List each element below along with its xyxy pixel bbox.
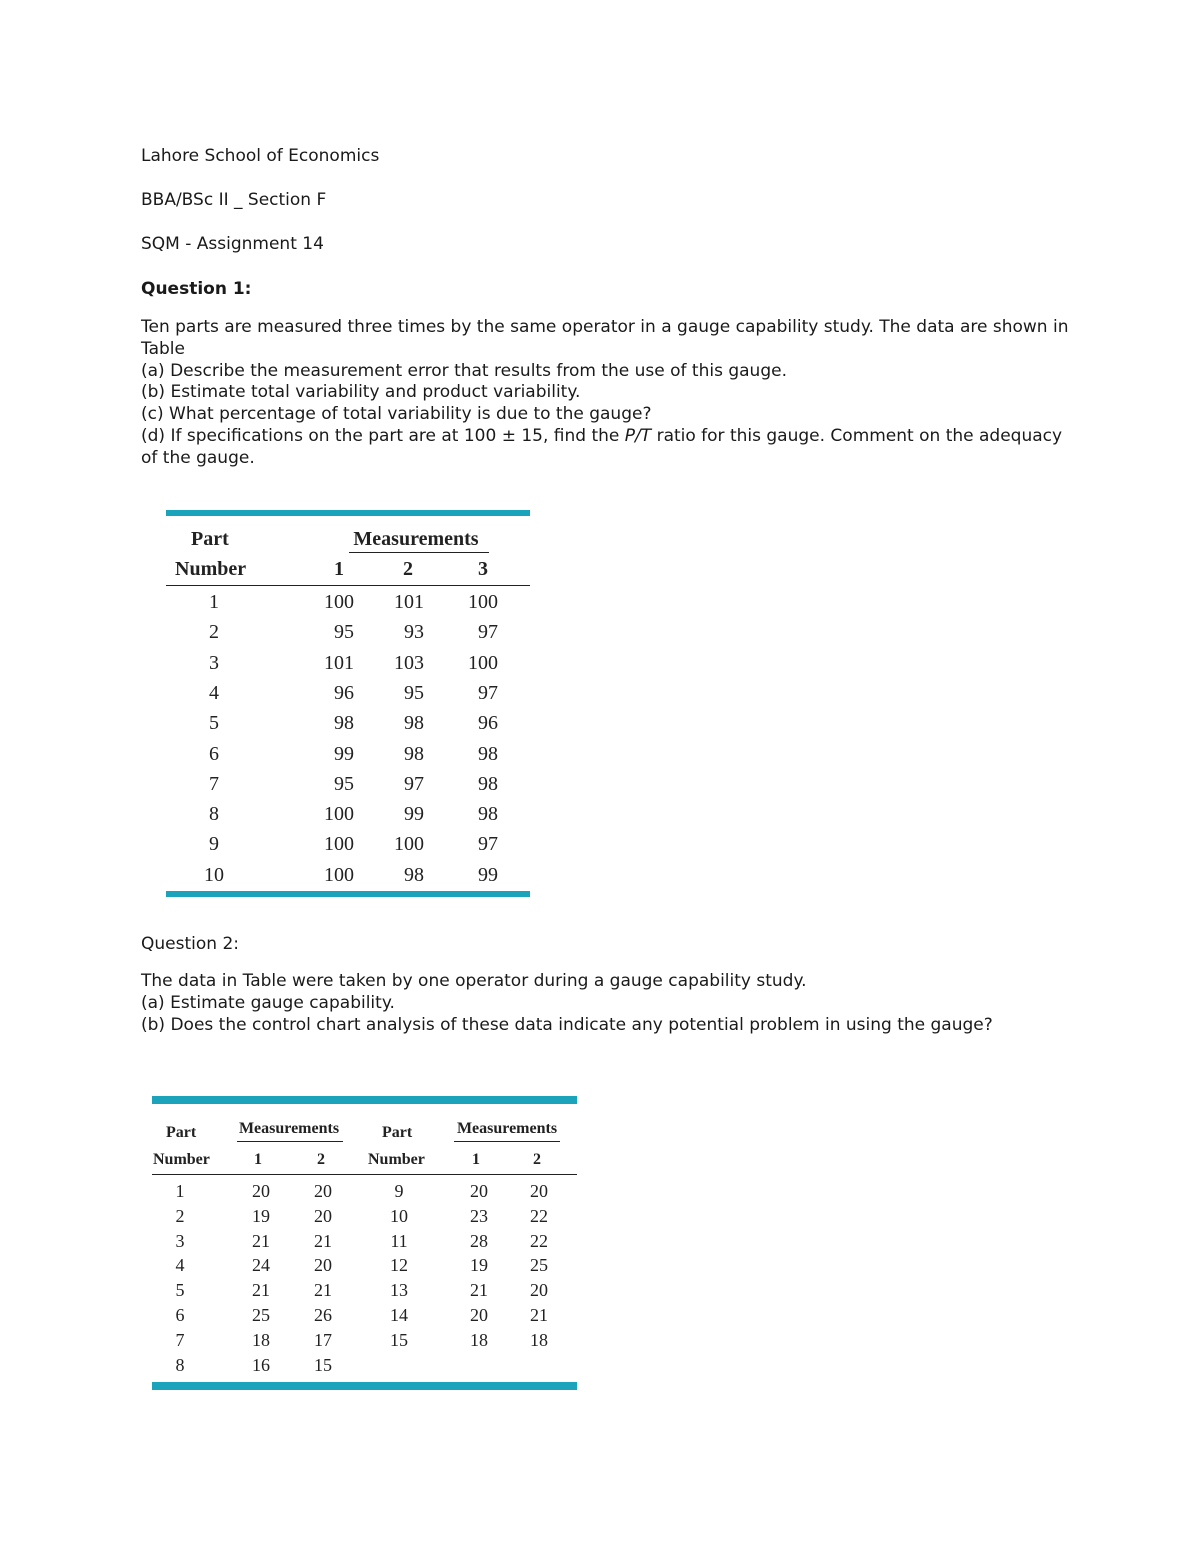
table-2-measurement-cell: 21	[314, 1280, 332, 1301]
table-2-measurement-cell: 18	[252, 1329, 270, 1350]
table-2-part-number-cell: 11	[390, 1230, 408, 1251]
question-1-intro: Ten parts are measured three times by the same operator in a gauge capability study. The data are shown in Table	[141, 317, 1069, 359]
table-1-measurement-cell: 100	[324, 863, 354, 886]
table-1-measurement-cell: 97	[404, 772, 424, 795]
question-1-text	[141, 317, 1081, 470]
table-1-part-number-cell: 4	[209, 681, 219, 704]
table-1-measurement-cell: 100	[324, 591, 354, 613]
table-1-measurement-cell: 95	[334, 772, 354, 795]
table-1-measurement-cell: 97	[478, 681, 498, 704]
table-1-measurement-cell: 100	[468, 651, 498, 674]
part-d-prefix: (d) If specifications on the part are at 100 ± 15, find the	[141, 425, 625, 446]
question-1-part-c: (c) What percentage of total variability is due to the gauge?	[141, 404, 652, 425]
table-1-measurement-cell: 103	[394, 651, 424, 674]
table-2-measurement-cell: 19	[470, 1255, 488, 1276]
table-1-measurement-cell: 100	[324, 833, 354, 856]
question-2-part-a: (a) Estimate gauge capability.	[141, 992, 395, 1013]
table-1-part-number-cell: 5	[209, 712, 219, 735]
question-2-heading: Question 2:	[141, 934, 239, 954]
table-2-measurement-cell: 25	[530, 1255, 548, 1276]
table-1-measurement-cell: 98	[478, 803, 498, 826]
table-2-measurement-cell: 19	[252, 1205, 270, 1226]
table-2-header-rule	[152, 1174, 577, 1175]
table-2-measurement-cell: 23	[470, 1205, 488, 1226]
table-2-measurement-cell: 15	[314, 1354, 332, 1375]
table-2-top-rule	[152, 1096, 577, 1104]
table-2-measurement-cell: 18	[470, 1329, 488, 1350]
table-2-right-col-1-header: 1	[472, 1151, 480, 1168]
table-2-measurement-cell: 17	[314, 1329, 332, 1350]
table-1-part-number-cell: 1	[209, 591, 219, 613]
table-1-measurement-cell: 99	[404, 803, 424, 826]
table-1-part-number-cell: 8	[209, 803, 219, 826]
table-1-measurement-cell: 99	[334, 742, 354, 765]
table-1-measurement-cell: 98	[404, 863, 424, 886]
table-1-measurement-cell: 97	[478, 833, 498, 856]
table-2-measurement-cell: 20	[314, 1181, 332, 1201]
table-2-right-group-rule	[454, 1141, 560, 1142]
table-2-measurement-cell: 25	[252, 1305, 270, 1325]
course-section: BBA/BSc II _ Section F	[141, 190, 327, 210]
table-1-measurement-cell: 100	[324, 803, 354, 826]
table-2-measurement-cell: 21	[252, 1280, 270, 1301]
part-d-italic: P/T	[624, 425, 652, 446]
table-1	[166, 510, 530, 900]
table-2-left-part-header: Part	[166, 1124, 197, 1141]
table-2-measurement-cell: 21	[470, 1280, 488, 1301]
table-1-measurement-cell: 95	[334, 621, 354, 644]
table-2-measurement-cell: 20	[470, 1305, 488, 1325]
table-1-measurement-cell: 100	[394, 833, 424, 856]
table-2-part-number-cell: 2	[175, 1205, 185, 1226]
table-2-part-number-cell: 9	[394, 1181, 404, 1201]
table-2-measurement-cell: 21	[314, 1230, 332, 1251]
table-1-group-rule	[349, 552, 489, 553]
question-1-part-a: (a) Describe the measurement error that results from the use of this gauge.	[141, 360, 787, 381]
table-2-part-number-cell: 7	[175, 1329, 185, 1350]
table-1-measurement-cell: 98	[404, 742, 424, 765]
table-2-measurement-cell: 16	[252, 1354, 270, 1375]
table-2-measurement-cell: 26	[314, 1305, 332, 1325]
school-name: Lahore School of Economics	[141, 146, 380, 166]
table-2-measurement-cell: 20	[314, 1205, 332, 1226]
table-1-measurement-cell: 95	[404, 681, 424, 704]
table-1-measurement-cell: 98	[334, 712, 354, 735]
table-2-measurement-cell: 28	[470, 1230, 488, 1251]
table-1-measurement-cell: 98	[478, 742, 498, 765]
question-2-text	[141, 971, 1081, 1036]
table-2-part-number-cell: 12	[390, 1255, 408, 1276]
table-1-bottom-rule	[166, 891, 530, 897]
table-2-measurement-cell: 20	[470, 1181, 488, 1201]
question-2-intro: The data in Table were taken by one operator during a gauge capability study.	[141, 971, 807, 991]
table-2-left-col-2-header: 2	[317, 1151, 325, 1168]
table-2-right-part-header: Part	[382, 1124, 413, 1141]
table-2-measurement-cell: 21	[252, 1230, 270, 1251]
table-2-part-number-cell: 10	[390, 1205, 408, 1226]
question-1-part-d	[141, 426, 1081, 470]
table-2-left-measurements-header: Measurements	[238, 1120, 340, 1137]
table-2-part-number-cell: 8	[175, 1354, 185, 1375]
table-2-right-col-2-header: 2	[533, 1151, 541, 1168]
table-2-measurement-cell: 18	[530, 1329, 548, 1350]
table-2	[152, 1096, 577, 1392]
table-1-part-number-cell: 10	[204, 863, 224, 886]
question-2-part-b: (b) Does the control chart analysis of these data indicate any potential problem in using the gauge?	[141, 1014, 993, 1035]
table-2-part-number-cell: 14	[390, 1305, 408, 1325]
table-2-measurement-cell: 20	[530, 1181, 548, 1201]
table-1-col-2-header: 2	[403, 558, 413, 580]
table-1-measurement-cell: 98	[478, 772, 498, 795]
part-d-suffix: ratio for this gauge. Comment on the adequacy of the gauge.	[141, 425, 1063, 468]
table-1-measurement-cell: 93	[404, 621, 424, 644]
table-2-right-measurements-header: Measurements	[456, 1120, 558, 1137]
table-1-part-number-cell: 7	[209, 772, 219, 795]
table-1-measurement-cell: 97	[478, 621, 498, 644]
table-1-header-rule	[166, 585, 530, 586]
table-2-part-number-cell: 4	[175, 1255, 185, 1276]
table-2-part-number-cell: 6	[175, 1305, 185, 1325]
table-2-part-number-cell: 5	[175, 1280, 185, 1301]
table-1-part-number-cell: 6	[209, 742, 219, 765]
table-2-measurement-cell: 20	[314, 1255, 332, 1276]
table-1-measurement-cell: 96	[478, 712, 498, 735]
table-1-part-number-cell: 3	[209, 651, 219, 674]
table-1-measurement-cell: 98	[404, 712, 424, 735]
table-1-measurement-cell: 101	[324, 651, 354, 674]
table-2-right-number-header: Number	[368, 1151, 425, 1168]
table-2-part-number-cell: 3	[175, 1230, 185, 1251]
table-2-left-col-1-header: 1	[254, 1151, 262, 1168]
table-2-measurement-cell: 22	[530, 1205, 548, 1226]
table-2-measurement-cell: 22	[530, 1230, 548, 1251]
table-2-part-number-cell: 15	[390, 1329, 408, 1350]
question-1-heading: Question 1:	[141, 279, 252, 299]
table-1-part-number-cell: 2	[209, 621, 219, 644]
table-2-left-group-rule	[237, 1141, 343, 1142]
table-1-measurement-cell: 100	[468, 591, 498, 613]
table-2-measurement-cell: 21	[530, 1305, 548, 1325]
table-1-number-header: Number	[175, 558, 247, 580]
table-2-measurement-cell: 20	[530, 1280, 548, 1301]
table-1-col-1-header: 1	[334, 558, 344, 580]
table-2-left-number-header: Number	[153, 1151, 210, 1168]
table-1-measurements-header: Measurements	[353, 528, 479, 550]
table-1-top-rule	[166, 510, 530, 516]
table-1-measurement-cell: 96	[334, 681, 354, 704]
table-2-part-number-cell: 13	[390, 1280, 408, 1301]
table-2-part-number-cell: 1	[175, 1181, 185, 1201]
table-1-part-header: Part	[191, 528, 229, 550]
table-1-measurement-cell: 101	[394, 591, 424, 613]
assignment-title: SQM - Assignment 14	[141, 234, 324, 254]
question-1-part-b: (b) Estimate total variability and product variability.	[141, 382, 581, 403]
table-2-measurement-cell: 24	[252, 1255, 270, 1276]
table-1-measurement-cell: 99	[478, 863, 498, 886]
table-1-col-3-header: 3	[478, 558, 488, 580]
table-2-bottom-rule	[152, 1382, 577, 1390]
table-1-part-number-cell: 9	[209, 833, 219, 856]
table-2-measurement-cell: 20	[252, 1181, 270, 1201]
